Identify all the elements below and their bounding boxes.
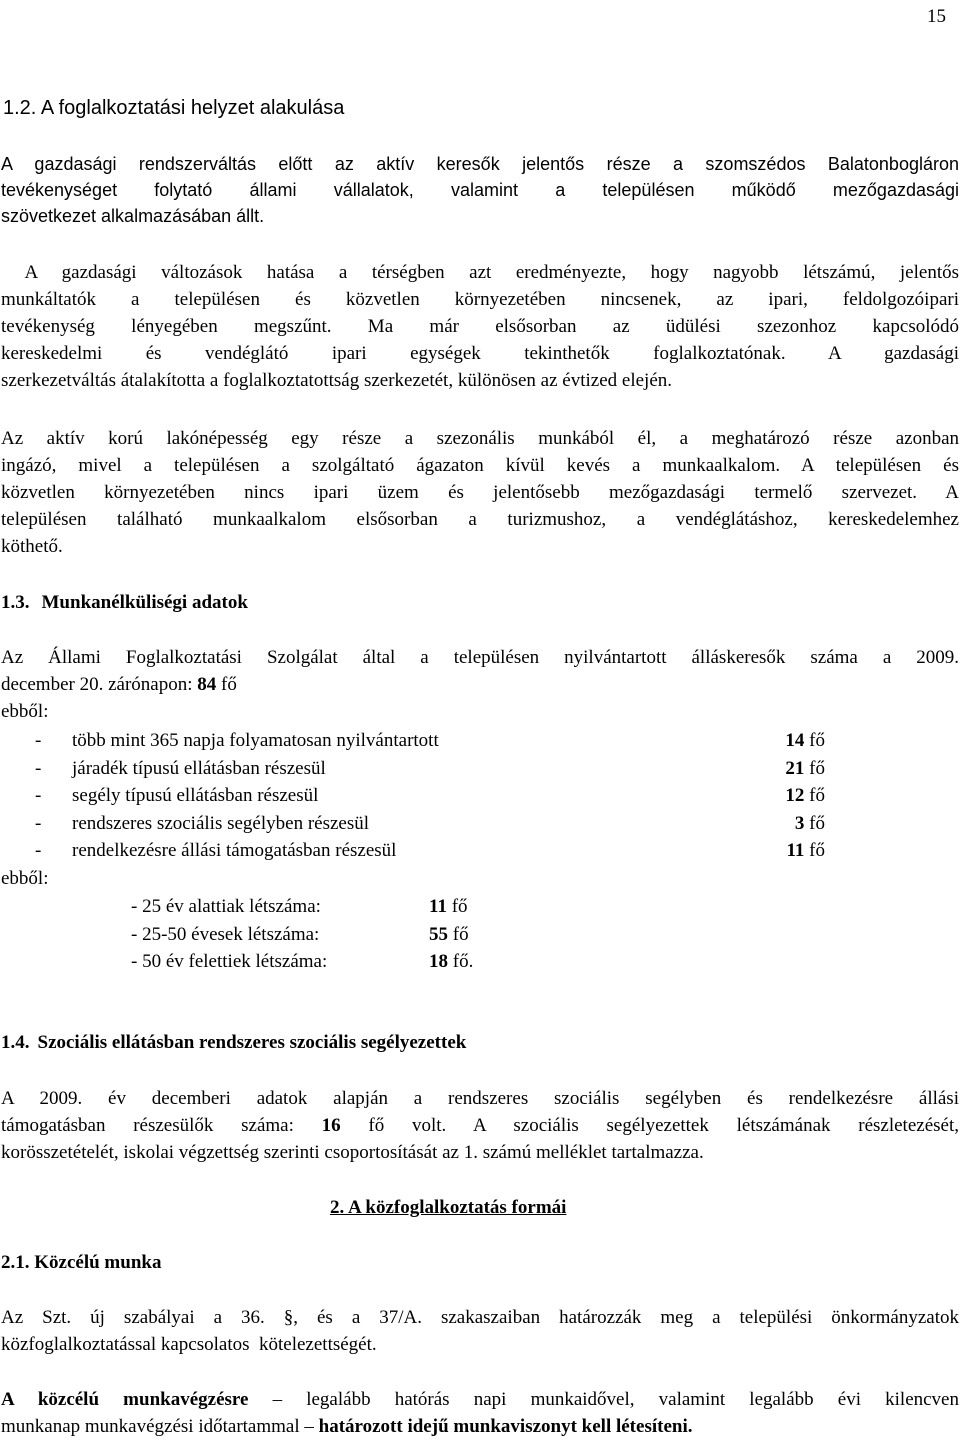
- list-number: 21: [785, 757, 805, 779]
- s14-line-2-pre: támogatásban részesülők száma:: [1, 1115, 322, 1136]
- list-unit: fő: [804, 812, 825, 834]
- s14-count: 16: [321, 1115, 341, 1136]
- age-group-value: [429, 951, 473, 973]
- p1-line-3: szövetkezet alkalmazásában állt.: [1, 206, 265, 226]
- p2-line-4: kereskedelmi és vendéglátó ipari egységek tekinthetők foglalkoztatónak. A gazdasági: [1, 343, 959, 364]
- list-dash: -: [35, 785, 42, 806]
- list-value: [795, 813, 825, 835]
- p3-line-5: köthető.: [1, 536, 63, 557]
- page-number: 15: [927, 6, 946, 27]
- age-group-label: - 50 év felettiek létszáma:: [131, 951, 328, 972]
- s14-line-2: [1, 1115, 959, 1137]
- p3-line-1: Az aktív korú lakónépesség egy része a szezonális munkából él, a meghatározó része azonban: [1, 428, 959, 449]
- section-2-1-title: 2.1. Közcélú munka: [1, 1252, 162, 1273]
- list-unit: fő: [804, 785, 825, 806]
- section-1-4-number: 1.4.: [1, 1032, 30, 1053]
- s14-line-2-post: fő volt. A szociális segélyezettek létszámának részletezését,: [340, 1115, 959, 1136]
- total-count: 84: [197, 674, 217, 695]
- intro-text: december 20. zárónapon:: [1, 674, 198, 695]
- p2-line-1: A gazdasági változások hatása a térségben azt eredményezte, hogy nagyobb létszámú, jelentős: [1, 262, 959, 283]
- age-group-value: [429, 924, 469, 946]
- s2-p1-line-1: Az Szt. új szabályai a 36. §, és a 37/A. szakaszaiban határozzák meg a települési önkormányzatok: [1, 1307, 959, 1328]
- p2-line-5: szerkezetváltás átalakította a foglalkoztatottság szerkezetét, különösen az évtized elején.: [1, 370, 673, 391]
- list-value: [785, 785, 825, 807]
- list-label: rendszeres szociális segélyben részesül: [72, 812, 370, 834]
- list-value: [785, 730, 825, 752]
- list-value: [786, 840, 825, 862]
- section-1-4-heading: [1, 1032, 466, 1054]
- list-dash: -: [35, 840, 42, 861]
- age-group-number: 11: [429, 896, 447, 917]
- list-number: 14: [785, 730, 805, 751]
- s2-p2-bold-tail: határozott idejű munkaviszonyt kell létesíteni.: [318, 1416, 693, 1437]
- list-unit: fő: [804, 840, 825, 861]
- s2-p2-bold-lead: A közcélú munkavégzésre: [1, 1389, 249, 1410]
- list-dash: -: [35, 812, 42, 834]
- age-group-number: 55: [429, 923, 448, 945]
- list-label: járadék típusú ellátásban részesül: [72, 757, 326, 779]
- age-group-unit: fő: [446, 896, 468, 917]
- list-label: rendelkezésre állási támogatásban részesül: [72, 840, 397, 861]
- section-1-2-title: 1.2. A foglalkoztatási helyzet alakulása: [3, 97, 345, 119]
- section-1-3-number: 1.3.: [1, 592, 30, 613]
- s14-line-1: A 2009. év decemberi adatok alapján a rendszeres szociális segélyben és rendelkezésre állási: [1, 1088, 959, 1109]
- s2-p2-line-2-pre: munkanap munkavégzési időtartammal –: [1, 1416, 319, 1437]
- unemployed-intro-line-1: Az Állami Foglalkoztatási Szolgálat által a településen nyilvántartott álláskeresők száma a 2009.: [1, 647, 959, 668]
- list-number: 12: [785, 785, 805, 806]
- section-1-3-heading: [1, 592, 248, 614]
- p3-line-2: ingázó, mivel a településen a szolgáltató ágazaton kívül kevés a munkaalkalom. A településen és: [1, 455, 959, 476]
- ebbol-label: ebből:: [1, 701, 49, 722]
- s2-p1-line-2: közfoglalkoztatással kapcsolatos kötelezettségét.: [1, 1334, 377, 1355]
- s2-p2-line-2: [1, 1416, 692, 1438]
- list-dash: -: [35, 730, 42, 751]
- age-group-label: - 25 év alattiak létszáma:: [131, 896, 321, 917]
- age-group-unit: fő.: [448, 951, 474, 972]
- p3-line-4: településen található munkaalkalom elsősorban a turizmushoz, a vendéglátáshoz, kereskedelemhez: [1, 509, 959, 530]
- age-group-value: [429, 896, 468, 918]
- list-number: 11: [786, 840, 805, 861]
- p1-line-1: A gazdasági rendszerváltás előtt az aktív keresők jelentős része a szomszédos Balatonbogláron: [1, 154, 959, 174]
- list-label: segély típusú ellátásban részesül: [72, 785, 319, 806]
- s14-line-3: korösszetételét, iskolai végzettség szerinti csoportosítását az 1. számú melléklet tartalmazza.: [1, 1142, 704, 1163]
- ebbol-label-2: ebből:: [1, 868, 49, 889]
- age-group-label: - 25-50 évesek létszáma:: [131, 923, 320, 945]
- list-value: [785, 758, 825, 780]
- section-1-3-title: Munkanélküliségi adatok: [41, 592, 248, 613]
- s2-p2-line-1: [1, 1389, 959, 1411]
- section-1-4-title: Szociális ellátásban rendszeres szociális segélyezettek: [37, 1032, 467, 1053]
- list-label: több mint 365 napja folyamatosan nyilvántartott: [72, 730, 439, 751]
- p3-line-3: közvetlen környezetében nincs ipari üzem és jelentősebb mezőgazdasági termelő szervezet. A: [1, 482, 959, 503]
- section-2-title: 2. A közfoglalkoztatás formái: [330, 1197, 567, 1218]
- list-unit: fő: [804, 730, 825, 751]
- p2-line-2: munkáltatók a településen és közvetlen környezetében nincsenek, az ipari, feldolgozóipari: [1, 289, 959, 310]
- s2-p2-line-1-rest: – legalább hatórás napi munkaidővel, valamint legalább évi kilencven: [248, 1389, 959, 1410]
- p2-line-3: tevékenység lényegében megszűnt. Ma már elsősorban az üdülési szezonhoz kapcsolódó: [1, 316, 959, 337]
- age-group-number: 18: [429, 951, 448, 972]
- age-group-unit: fő: [448, 923, 469, 945]
- p1-line-2: tevékenységet folytató állami vállalatok, valamint a településen működő mezőgazdasági: [1, 180, 959, 200]
- unemployed-intro-line-2: [1, 674, 237, 696]
- intro-unit: fő: [216, 674, 237, 695]
- list-number: 3: [794, 812, 805, 834]
- list-unit: fő: [804, 757, 825, 779]
- list-dash: -: [35, 757, 42, 779]
